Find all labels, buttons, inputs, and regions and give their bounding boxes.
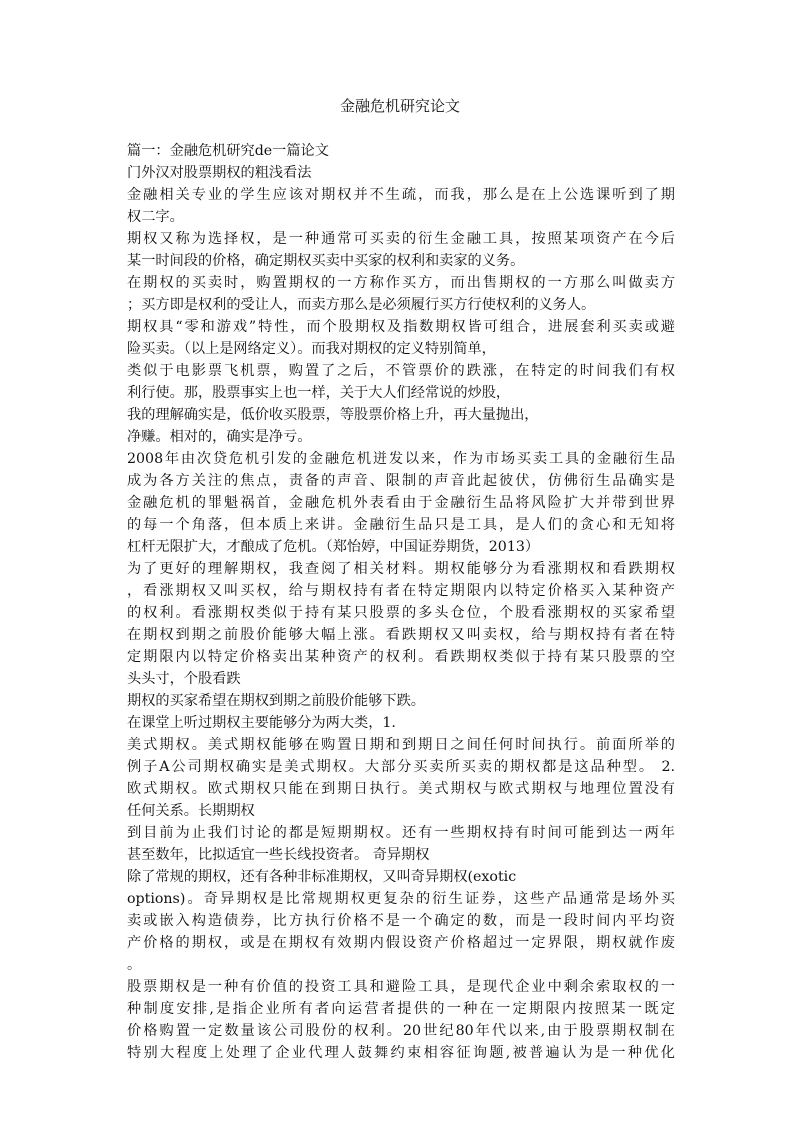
body-line: 价格购置一定数量该公司股份的权利。20世纪80年代以来,由于股票期权制在: [127, 1023, 675, 1039]
body-line: 欧式期权。欧式期权只能在到期日执行。美式期权与欧式期权与地理位置没有: [127, 781, 675, 797]
body-line: 美式期权。美式期权能够在购置日期和到期日之间任何时间执行。前面所举的: [127, 737, 675, 753]
body-line: 期权具“零和游戏”特性，而个股期权及指数期权皆可组合，进展套利买卖或避: [127, 319, 675, 335]
body-line: 金融危机的罪魁祸首，金融危机外表看由于金融衍生品将风险扩大并带到世界: [127, 495, 675, 511]
body-line: 种制度安排,是指企业所有者向运营者提供的一种在一定期限内按照某一既定: [127, 1001, 675, 1017]
body-line: 定期限内以特定价格卖出某种资产的权利。看跌期权类似于持有某只股票的空: [127, 649, 675, 665]
body-line: 甚至数年，比拟适宜一些长线投资者。 奇异期权: [127, 847, 430, 863]
body-line: 险买卖。（以上是网络定义）。而我对期权的定义特别简单，: [127, 341, 496, 357]
document-title: 金融危机研究论文: [339, 97, 460, 115]
body-line: ，看涨期权又叫买权，给与期权持有者在特定期限内以特定价格买入某种资产: [127, 583, 675, 599]
body-line: 成为各方关注的焦点，责备的声音、限制的声音此起彼伏，仿佛衍生品确实是: [127, 473, 675, 489]
body-line: 权二字。: [127, 209, 184, 225]
body-line: 为了更好的理解期权，我查阅了相关材料。期权能够分为看涨期权和看跌期权: [127, 561, 675, 577]
body-line: 在课堂上听过期权主要能够分为两大类，1.: [127, 715, 396, 731]
body-line: 任何关系。长期期权: [127, 803, 255, 819]
body-line: 特别大程度上处理了企业代理人鼓舞约束相容征询题,被普遍认为是一种优化: [127, 1045, 675, 1061]
body-line: 净赚。相对的，确实是净亏。: [127, 429, 312, 445]
body-line: 杠杆无限扩大，才酿成了危机。（郑怡婷，中国证券期货，2013）: [127, 539, 540, 555]
body-line: 类似于电影票飞机票，购置了之后，不管票价的跌涨，在特定的时间我们有权: [127, 363, 675, 379]
body-line: options)。奇异期权是比常规期权更复杂的衍生证券，这些产品通常是场外买: [127, 891, 675, 907]
body-line: 期权又称为选择权，是一种通常可买卖的衍生金融工具，按照某项资产在今后: [127, 231, 675, 247]
body-line: 期权的买家希望在期权到期之前股价能够下跌。: [127, 693, 425, 709]
document-body: [127, 140, 675, 1064]
body-line: 卖或嵌入构造债券，比方执行价格不是一个确定的数，而是一段时间内平均资: [127, 913, 675, 929]
body-line: 在期权的买卖时，购置期权的一方称作买方，而出售期权的一方那么叫做卖方: [127, 275, 675, 291]
body-line: 的权利。看涨期权类似于持有某只股票的多头仓位，个股看涨期权的买家希望: [127, 605, 675, 621]
body-line: 产价格的期权，或是在期权有效期内假设资产价格超过一定界限，期权就作废: [127, 935, 675, 951]
body-line: ；买方即是权利的受让人，而卖方那么是必须履行买方行使权利的义务人。: [127, 297, 596, 313]
body-line: 除了常规的期权，还有各种非标准期权，又叫奇异期权(exotic: [127, 869, 517, 885]
body-line: 股票期权是一种有价值的投资工具和避险工具，是现代企业中剩余索取权的一: [127, 979, 675, 995]
body-line: 到目前为止我们讨论的都是短期期权。还有一些期权持有时间可能到达一两年: [127, 825, 675, 841]
body-line: 我的理解确实是，低价收买股票，等股票价格上升，再大量抛出，: [127, 407, 539, 423]
body-line: 金融相关专业的学生应该对期权并不生疏，而我，那么是在上公选课听到了期: [127, 187, 675, 203]
body-line: 利行使。那，股票事实上也一样，关于大人们经常说的炒股，: [127, 385, 511, 401]
body-line: 例子A公司期权确实是美式期权。大部分买卖所买卖的期权都是这品种型。 2.: [127, 759, 675, 775]
body-line: 门外汉对股票期权的粗浅看法: [127, 165, 312, 181]
body-line: 某一时间段的价格，确定期权买卖中买家的权利和卖家的义务。: [127, 253, 525, 269]
body-line: 2008年由次贷危机引发的金融危机迸发以来，作为市场买卖工具的金融衍生品: [127, 451, 675, 467]
body-line: 在期权到期之前股价能够大幅上涨。看跌期权又叫卖权，给与期权持有者在特: [127, 627, 675, 643]
body-line: 的每一个角落，但本质上来讲。金融衍生品只是工具，是人们的贪心和无知将: [127, 517, 675, 533]
body-line: 篇一：金融危机研究de一篇论文: [127, 143, 329, 159]
body-line: 。: [127, 957, 142, 973]
body-line: 头头寸，个股看跌: [127, 671, 241, 687]
